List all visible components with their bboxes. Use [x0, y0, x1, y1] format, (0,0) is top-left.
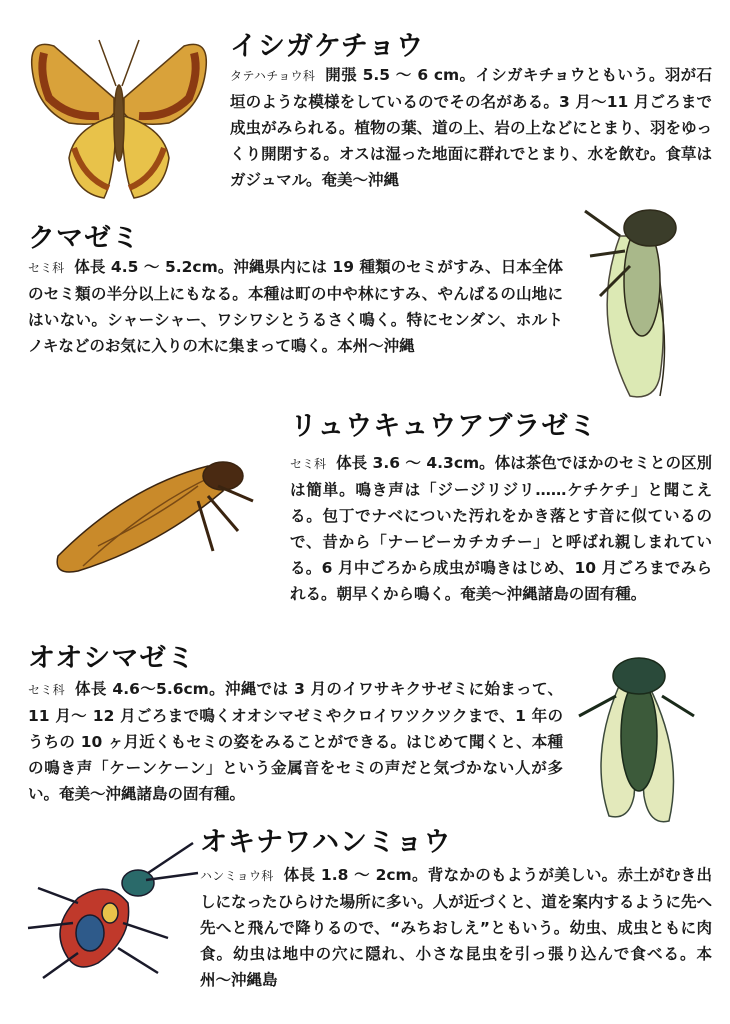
entry-body [230, 62, 712, 193]
entry-description: 開張 5.5 〜 6 cm。イシガキチョウともいう。羽が石垣のような模様をしているのでその名がある。3 月〜11 月ごろまで成虫がみられる。植物の葉、道の上、岩の上などにとまり、羽をゆっくり開閉する。オスは湿った地面に群れでとまり、水を飲む。食草はガジュマル。奄美〜沖縄 [230, 66, 712, 189]
entry-description: 体長 4.5 〜 5.2cm。沖縄県内には 19 種類のセミがすみ、日本全体のセミ類の半分以上にもなる。本種は町の中や林にすみ、やんばるの山地にはいない。シャーシャー、ワシワシとうるさく鳴く。特にセンダン、ホルトノキなどのお気に入りの木に集まって鳴く。本州〜沖縄 [28, 258, 563, 355]
entry-family: セミ科 [28, 683, 66, 697]
entry-body [290, 450, 712, 607]
entry-body [28, 676, 563, 807]
entry-title: オオシマゼミ [28, 643, 196, 674]
cicada-illustration [580, 196, 700, 406]
entry-title: オキナワハンミョウ [200, 827, 452, 858]
entry-body [28, 254, 563, 359]
entry-family: ハンミョウ科 [200, 869, 274, 883]
entry-family: セミ科 [290, 457, 327, 471]
entry-description: 体長 3.6 〜 4.3cm。体は茶色でほかのセミとの区別は簡単。鳴き声は「ジージリジリ……ケチケチ」と聞こえる。包丁でナベについた汚れをかき落とす音に似ているので、昔から「ナービーカチカチー」と呼ばれ親しまれている。6 月中ごろから成虫が鳴きはじめ、10 月ごろまでみられる。朝早くから鳴く。奄美〜沖縄諸島の固有種。 [290, 454, 712, 603]
entry-description: 体長 1.8 〜 2cm。背なかのもようが美しい。赤土がむき出しになったひらけた場所に多い。人が近づくと、道を案内するように先へ先へと飛んで降りるので、“みちおしえ”ともいう。幼虫、成虫ともに肉食。幼虫は地中の穴に隠れ、小さな昆虫を引っ張り込んで食べる。本州〜沖縄島 [200, 866, 712, 989]
butterfly-illustration [14, 28, 224, 213]
entry-family: セミ科 [28, 261, 65, 275]
entry-family: タテハチョウ科 [230, 69, 316, 83]
entry-title: イシガケチョウ [230, 31, 425, 62]
entry-body [200, 862, 712, 993]
entry-title: クマゼミ [28, 223, 140, 254]
cicada-illustration [38, 446, 268, 586]
entry-description: 体長 4.6〜5.6cm。沖縄では 3 月のイワサキクサゼミに始まって、11 月〜 12 月ごろまで鳴くオオシマゼミやクロイワツクツクまで、1 年のうちの 10 ヶ月近くもセミの姿をみることができる。はじめて聞くと、本種の鳴き声「ケーンケーン」という金属音をセミの声だと気づかない人が多い。奄美〜沖縄諸島の固有種。 [28, 680, 563, 803]
tiger-beetle-illustration [18, 828, 208, 988]
cicada-illustration [574, 646, 704, 846]
entry-title: リュウキュウアブラゼミ [290, 411, 598, 442]
